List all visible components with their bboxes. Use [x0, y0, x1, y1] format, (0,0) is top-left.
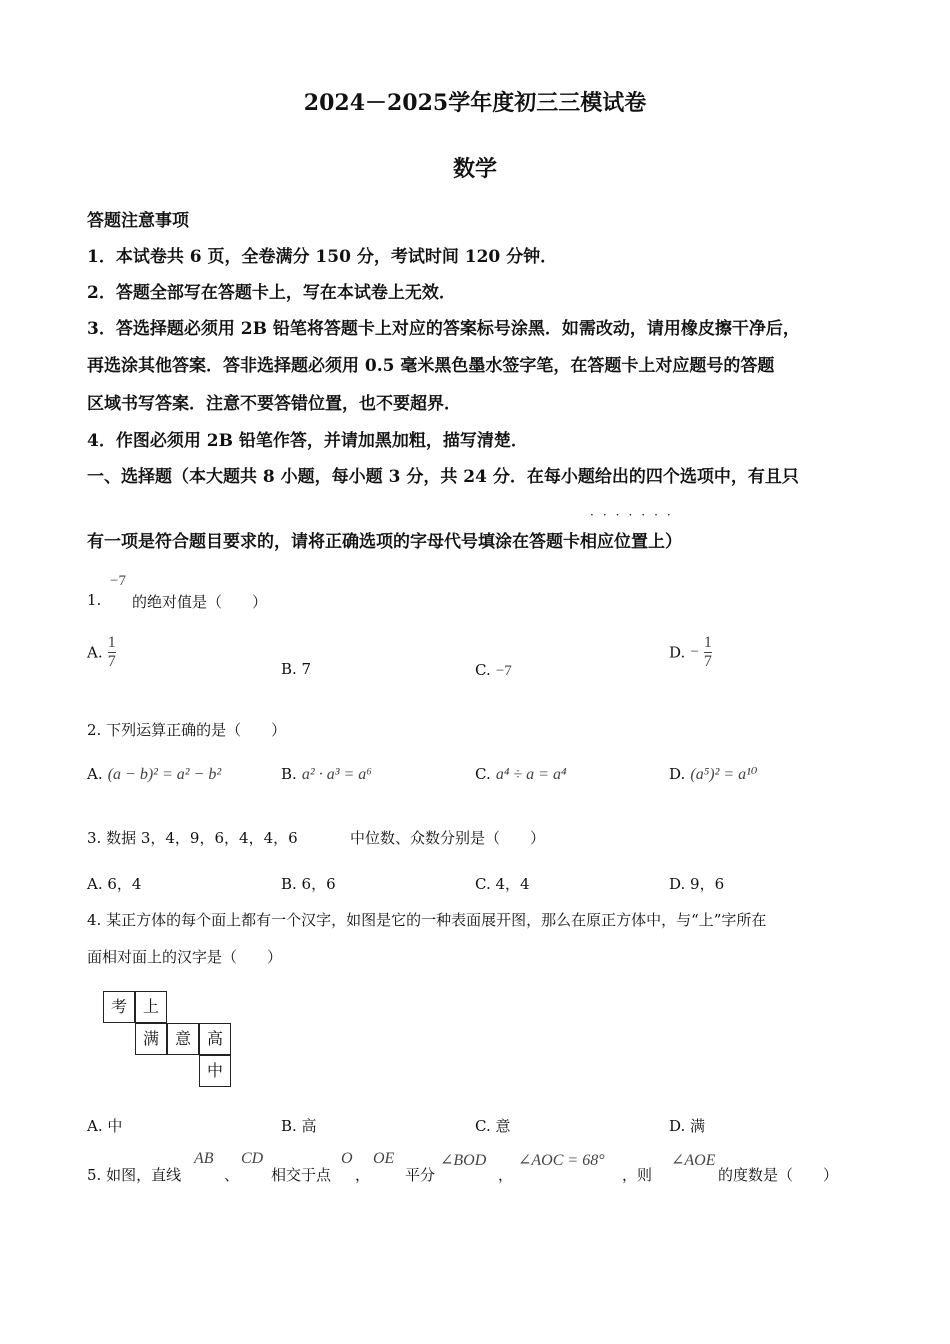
- q1-option-a[interactable]: [87, 634, 116, 671]
- numerator: 1: [107, 634, 116, 651]
- q5-text: 、: [224, 1166, 240, 1184]
- denominator: 7: [703, 653, 712, 670]
- q3-option-d[interactable]: D. 9，6: [669, 875, 725, 893]
- q1-text: 的绝对值是（ ）: [132, 593, 268, 611]
- q5-text: 5. 如图，直线: [87, 1166, 182, 1184]
- note-item: 4．作图必须用 2B 铅笔作答，并请加黑加粗，描写清楚．: [87, 431, 528, 451]
- denominator: 7: [107, 653, 116, 670]
- note-item: 再选涂其他答案．答非选择题必须用 0.5 毫米黑色墨水签字笔，在答题卡上对应题号的答题: [87, 356, 775, 376]
- option-label: C.: [475, 765, 491, 783]
- q5-angle-bod: ∠BOD: [440, 1152, 487, 1169]
- option-formula: a⁴ ÷ a = a⁴: [495, 766, 567, 783]
- note-item: 1．本试卷共 6 页，全卷满分 150 分，考试时间 120 分钟．: [87, 247, 558, 267]
- q5-text: 的度数是（ ）: [718, 1166, 839, 1184]
- q5-text: ，: [498, 1166, 514, 1184]
- q2-option-a[interactable]: [87, 764, 221, 784]
- page-title: 2024－2025学年度初三三模试卷: [303, 90, 647, 116]
- option-label: A.: [87, 643, 103, 662]
- option-value: −7: [495, 663, 512, 679]
- notes-heading: 答题注意事项: [87, 211, 189, 231]
- q4-option-c[interactable]: C. 意: [475, 1117, 511, 1135]
- q1-number: 1.: [87, 591, 102, 609]
- net-cell: 高: [199, 1023, 231, 1055]
- q1-option-d[interactable]: [669, 634, 712, 671]
- q4-option-d[interactable]: D. 满: [669, 1117, 706, 1135]
- q4-option-a[interactable]: A. 中: [87, 1117, 123, 1135]
- q2-option-b[interactable]: [281, 764, 372, 784]
- note-item: 2．答题全部写在答题卡上，写在本试卷上无效．: [87, 283, 456, 303]
- note-item: 3．答选择题必须用 2B 铅笔将答题卡上对应的答案标号涂黑．如需改动，请用橡皮擦干净后，: [87, 319, 800, 339]
- q1-option-c[interactable]: [475, 660, 512, 680]
- net-cell: 满: [135, 1023, 167, 1055]
- q2-text: 2. 下列运算正确的是（ ）: [87, 721, 287, 739]
- option-label: D.: [669, 643, 686, 662]
- option-label: D.: [669, 765, 686, 783]
- numerator: 1: [703, 634, 712, 651]
- option-formula: (a⁵)² = a¹⁰: [690, 766, 758, 783]
- option-formula: a² · a³ = a⁶: [301, 766, 372, 783]
- q5-line-cd: CD: [241, 1150, 264, 1167]
- q5-angle-aoc: ∠AOC = 68°: [518, 1152, 605, 1169]
- q5-point-o: O: [341, 1150, 353, 1167]
- fraction: [704, 634, 712, 671]
- net-cell: 意: [167, 1023, 199, 1055]
- fraction: [108, 634, 116, 671]
- q5-text: 相交于点: [271, 1166, 332, 1184]
- q5-ray-oe: OE: [373, 1150, 395, 1167]
- q5-line-ab: AB: [194, 1150, 214, 1167]
- q1-option-b[interactable]: B. 7: [281, 660, 312, 678]
- q5-text: ，: [355, 1166, 371, 1184]
- q5-text: 平分: [405, 1166, 436, 1184]
- net-cell: 上: [135, 991, 167, 1023]
- q5-angle-aoe: ∠AOE: [671, 1152, 716, 1169]
- q1-expression: −7: [110, 573, 126, 589]
- q3-text-cont: 中位数、众数分别是（ ）: [350, 829, 546, 847]
- option-label: B.: [281, 765, 297, 783]
- q3-option-b[interactable]: B. 6，6: [281, 875, 336, 893]
- q2-option-c[interactable]: [475, 764, 567, 784]
- q3-option-a[interactable]: A. 6，4: [87, 875, 142, 893]
- q3-option-c[interactable]: C. 4，4: [475, 875, 530, 893]
- q4-option-b[interactable]: B. 高: [281, 1117, 317, 1135]
- emphasis-dots: ·······: [590, 508, 680, 522]
- subject-title: 数学: [452, 156, 497, 182]
- option-label: C.: [475, 661, 491, 679]
- q4-text-cont: 面相对面上的汉字是（ ）: [87, 948, 283, 966]
- section-heading-cont: 有一项是符合题目要求的，请将正确选项的字母代号填涂在答题卡相应位置上）: [87, 532, 682, 552]
- q5-text: ，则: [622, 1166, 653, 1184]
- note-item: 区域书写答案．注意不要答错位置，也不要超界．: [87, 394, 461, 414]
- net-cell: 中: [199, 1055, 231, 1087]
- option-formula: (a − b)² = a² − b²: [107, 766, 222, 783]
- section-heading: 一、选择题（本大题共 8 小题，每小题 3 分，共 24 分．在每小题给出的四个选项中，有且只: [87, 467, 799, 487]
- net-cell: 考: [103, 991, 135, 1023]
- option-label: A.: [87, 765, 103, 783]
- q3-text: 3. 数据 3，4，9，6，4，4，6: [87, 829, 298, 847]
- q4-text: 4. 某正方体的每个面上都有一个汉字，如图是它的一种表面展开图，那么在原正方体中，与“上”字所在: [87, 911, 767, 929]
- minus-sign: −: [690, 644, 699, 660]
- q2-option-d[interactable]: [669, 764, 757, 784]
